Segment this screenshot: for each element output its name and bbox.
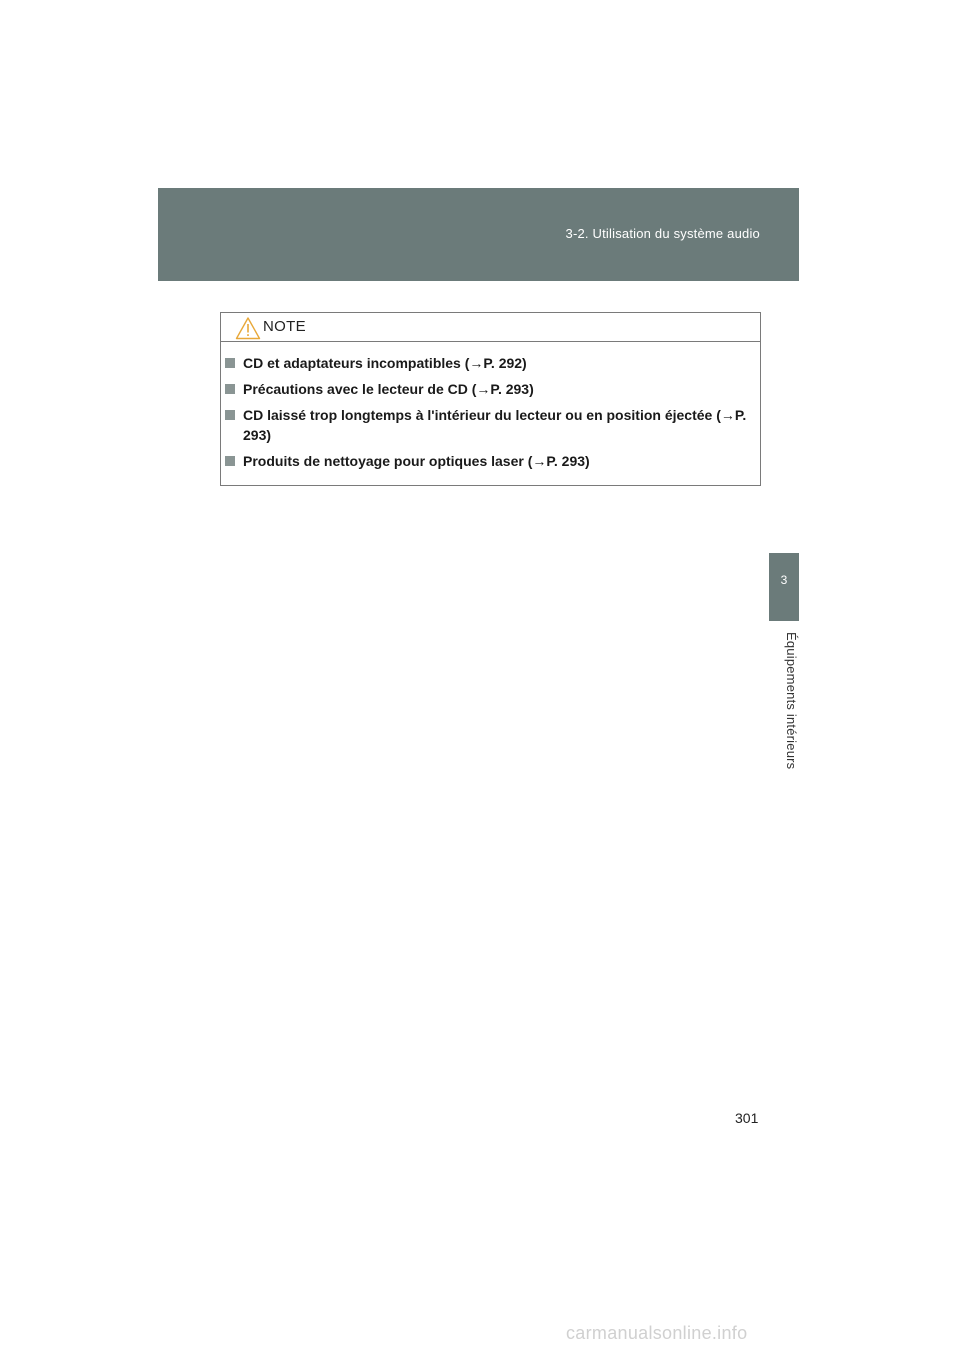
note-item (225, 451, 754, 471)
warning-triangle-icon (235, 316, 261, 340)
note-item (225, 405, 754, 445)
note-list (221, 342, 760, 471)
square-bullet-icon (225, 384, 235, 394)
note-item-text: CD et adaptateurs incompatibles (→P. 292) (243, 355, 527, 371)
note-item (225, 353, 754, 373)
note-box (220, 312, 761, 486)
page-number: 301 (735, 1110, 759, 1126)
square-bullet-icon (225, 456, 235, 466)
chapter-tab (769, 553, 799, 621)
square-bullet-icon (225, 410, 235, 420)
note-item-text: Précautions avec le lecteur de CD (→P. 293) (243, 381, 534, 397)
note-item (225, 379, 754, 399)
note-item-text: Produits de nettoyage pour optiques laser (→P. 293) (243, 453, 590, 469)
note-item-text: CD laissé trop longtemps à l'intérieur du lecteur ou en position éjectée (→P. 293) (243, 407, 747, 443)
note-title: NOTE (263, 318, 306, 335)
chapter-number: 3 (780, 573, 788, 587)
section-title: 3-2. Utilisation du système audio (565, 226, 760, 241)
chapter-title: Équipements intérieurs (784, 632, 799, 770)
watermark[interactable]: carmanualsonline.info (566, 1323, 748, 1343)
header-band (158, 188, 799, 281)
square-bullet-icon (225, 358, 235, 368)
note-header (221, 313, 760, 342)
